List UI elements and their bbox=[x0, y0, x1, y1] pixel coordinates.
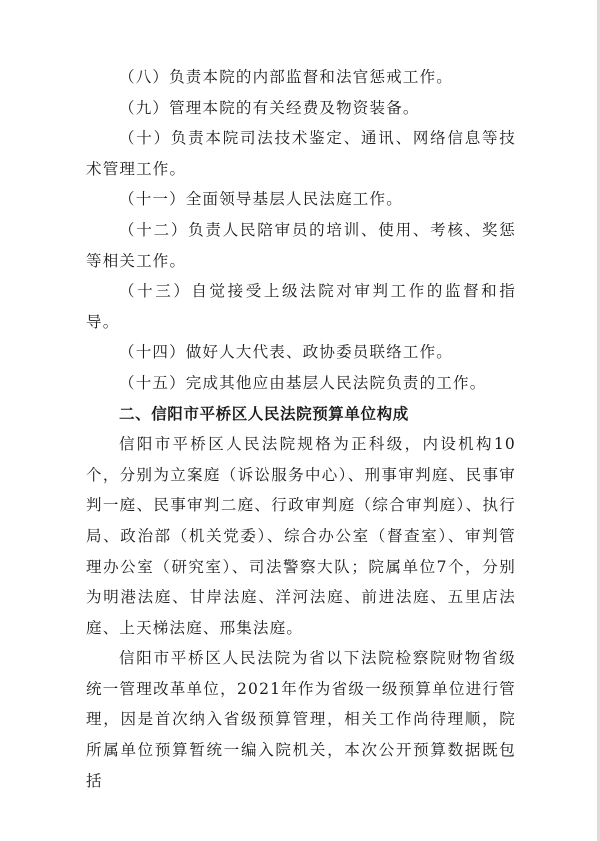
duty-item-11: （十一）全面领导基层人民法庭工作。 bbox=[119, 190, 403, 209]
duty-item-9: （九）管理本院的有关经费及物资装备。 bbox=[119, 98, 420, 117]
duty-item-13: （十三）自觉接受上级法院对审判工作的监督和指导。 bbox=[86, 282, 516, 331]
duty-item-10: （十）负责本院司法技术鉴定、通讯、网络信息等技术管理工作。 bbox=[86, 129, 516, 178]
paragraph-structure: 信阳市平桥区人民法院规格为正科级，内设机构10个，分别为立案庭（诉讼服务中心）、刑事审判庭、民事审判一庭、民事审判二庭、行政审判庭（综合审判庭）、执行局、政治部（机关党委）、综合办公室（督查室）、审判管理办公室（研究室）、司法警察大队；院属单位7个，分别为明港法庭、甘岸法庭、洋河法庭、前进法庭、五里店法庭、上天梯法庭、邢集法庭。 bbox=[86, 435, 516, 637]
duty-item-8: （八）负责本院的内部监督和法官惩戒工作。 bbox=[119, 68, 454, 86]
duty-item-12: （十二）负责人民陪审员的培训、使用、考核、奖惩等相关工作。 bbox=[86, 220, 516, 270]
document-body bbox=[86, 62, 516, 796]
section-heading: 二、信阳市平桥区人民法院预算单位构成 bbox=[119, 404, 409, 423]
paragraph-budget: 信阳市平桥区人民法院为省以下法院检察院财物省级统一管理改革单位，2021年作为省级一级预算单位进行管理，因是首次纳入省级预算管理，相关工作尚待理顺，院所属单位预算暂统一编入院机关，本次公开预算数据既包括 bbox=[86, 649, 516, 790]
duty-item-15: （十五）完成其他应由基层人民法院负责的工作。 bbox=[119, 373, 487, 392]
duty-item-14: （十四）做好人大代表、政协委员联络工作。 bbox=[119, 343, 454, 362]
